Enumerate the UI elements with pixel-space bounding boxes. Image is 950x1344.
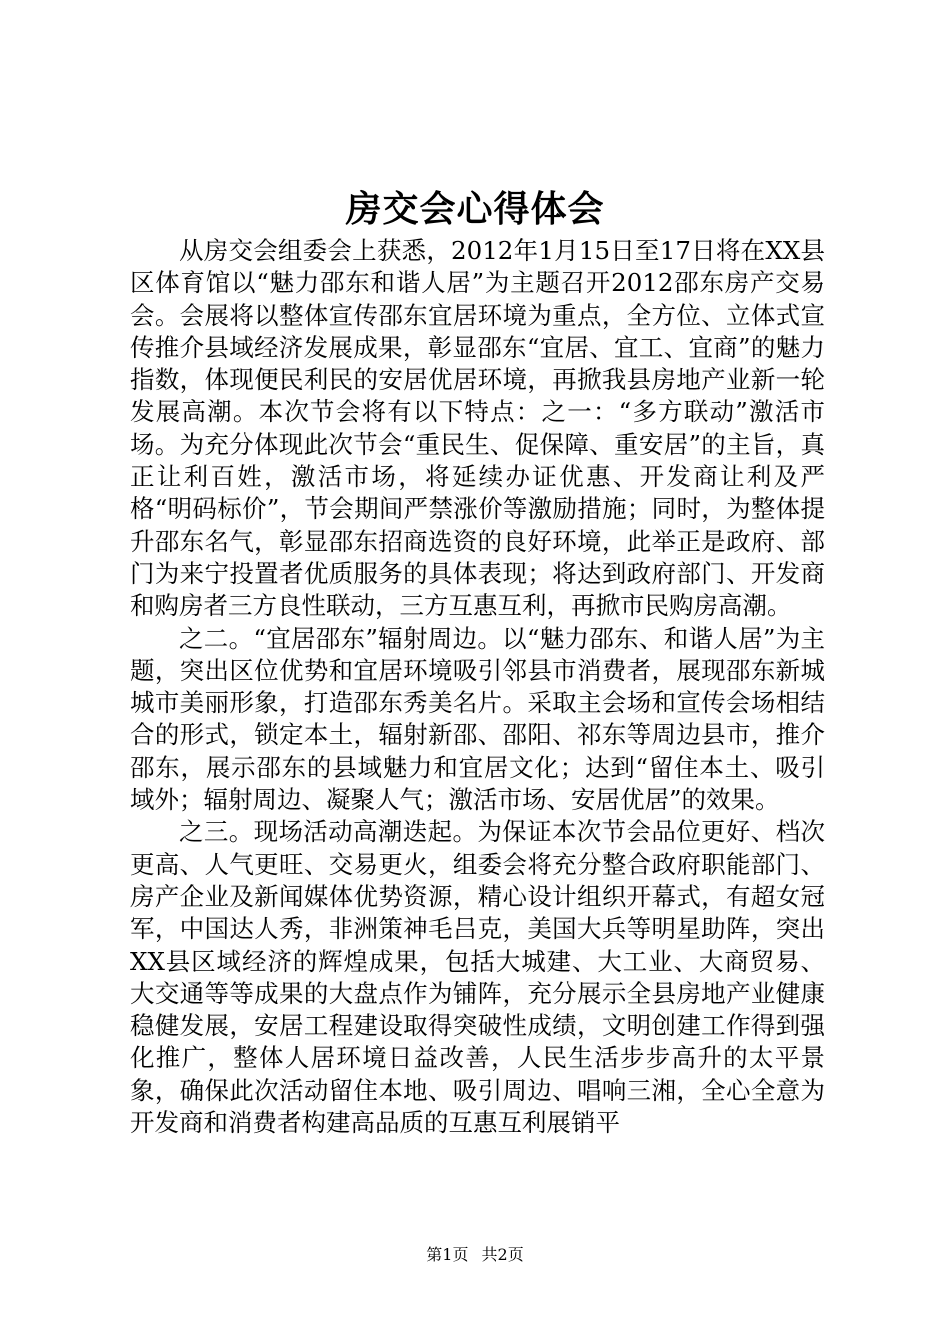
page-number: 第1页 xyxy=(426,1245,469,1264)
document-body xyxy=(130,235,825,1139)
page-footer xyxy=(0,1244,950,1266)
page-total: 共2页 xyxy=(481,1245,524,1264)
document-title: 房交会心得体会 xyxy=(345,188,605,230)
paragraph-2: 之二。“宜居邵东”辐射周边。以“魅力邵东、和谐人居”为主题，突出区位优势和宜居环境吸引邻县市消费者，展现邵东新城城市美丽形象，打造邵东秀美名片。采取主会场和宣传会场相结合的形式，锁定本土，辐射新邵、邵阳、祁东等周边县市，推介邵东，展示邵东的县域魅力和宜居文化；达到“留住本土、吸引域外；辐射周边、凝聚人气；激活市场、安居优居”的效果。 xyxy=(130,623,825,815)
paragraph-3: 之三。现场活动高潮迭起。为保证本次节会品位更好、档次更高、人气更旺、交易更火，组委会将充分整合政府职能部门、房产企业及新闻媒体优势资源，精心设计组织开幕式，有超女冠军，中国达人秀，非洲策神毛吕克，美国大兵等明星助阵，突出XX县区域经济的辉煌成果，包括大城建、大工业、大商贸易、大交通等等成果的大盘点作为铺阵，充分展示全县房地产业健康稳健发展，安居工程建设取得突破性成绩，文明创建工作得到强化推广，整体人居环境日益改善，人民生活步步高升的太平景象，确保此次活动留住本地、吸引周边、唱响三湘，全心全意为开发商和消费者构建高品质的互惠互利展销平 xyxy=(130,817,825,1138)
paragraph-1: 从房交会组委会上获悉，2012年1月15日至17日将在XX县区体育馆以“魅力邵东和谐人居”为主题召开2012邵东房产交易会。会展将以整体宣传邵东宜居环境为重点，全方位、立体式宣传推介县域经济发展成果，彰显邵东“宜居、宜工、宜商”的魅力指数，体现便民利民的安居优居环境，再掀我县房地产业新一轮发展高潮。本次节会将有以下特点：之一：“多方联动”激活市场。为充分体现此次节会“重民生、促保障、重安居”的主旨，真正让利百姓，激活市场，将延续办证优惠、开发商让利及严格“明码标价”，节会期间严禁涨价等激励措施；同时，为整体提升邵东名气，彰显邵东招商选资的良好环境，此举正是政府、部门为来宁投置者优质服务的具体表现；将达到政府部门、开发商和购房者三方良性联动，三方互惠互利，再掀市民购房高潮。 xyxy=(130,236,825,621)
